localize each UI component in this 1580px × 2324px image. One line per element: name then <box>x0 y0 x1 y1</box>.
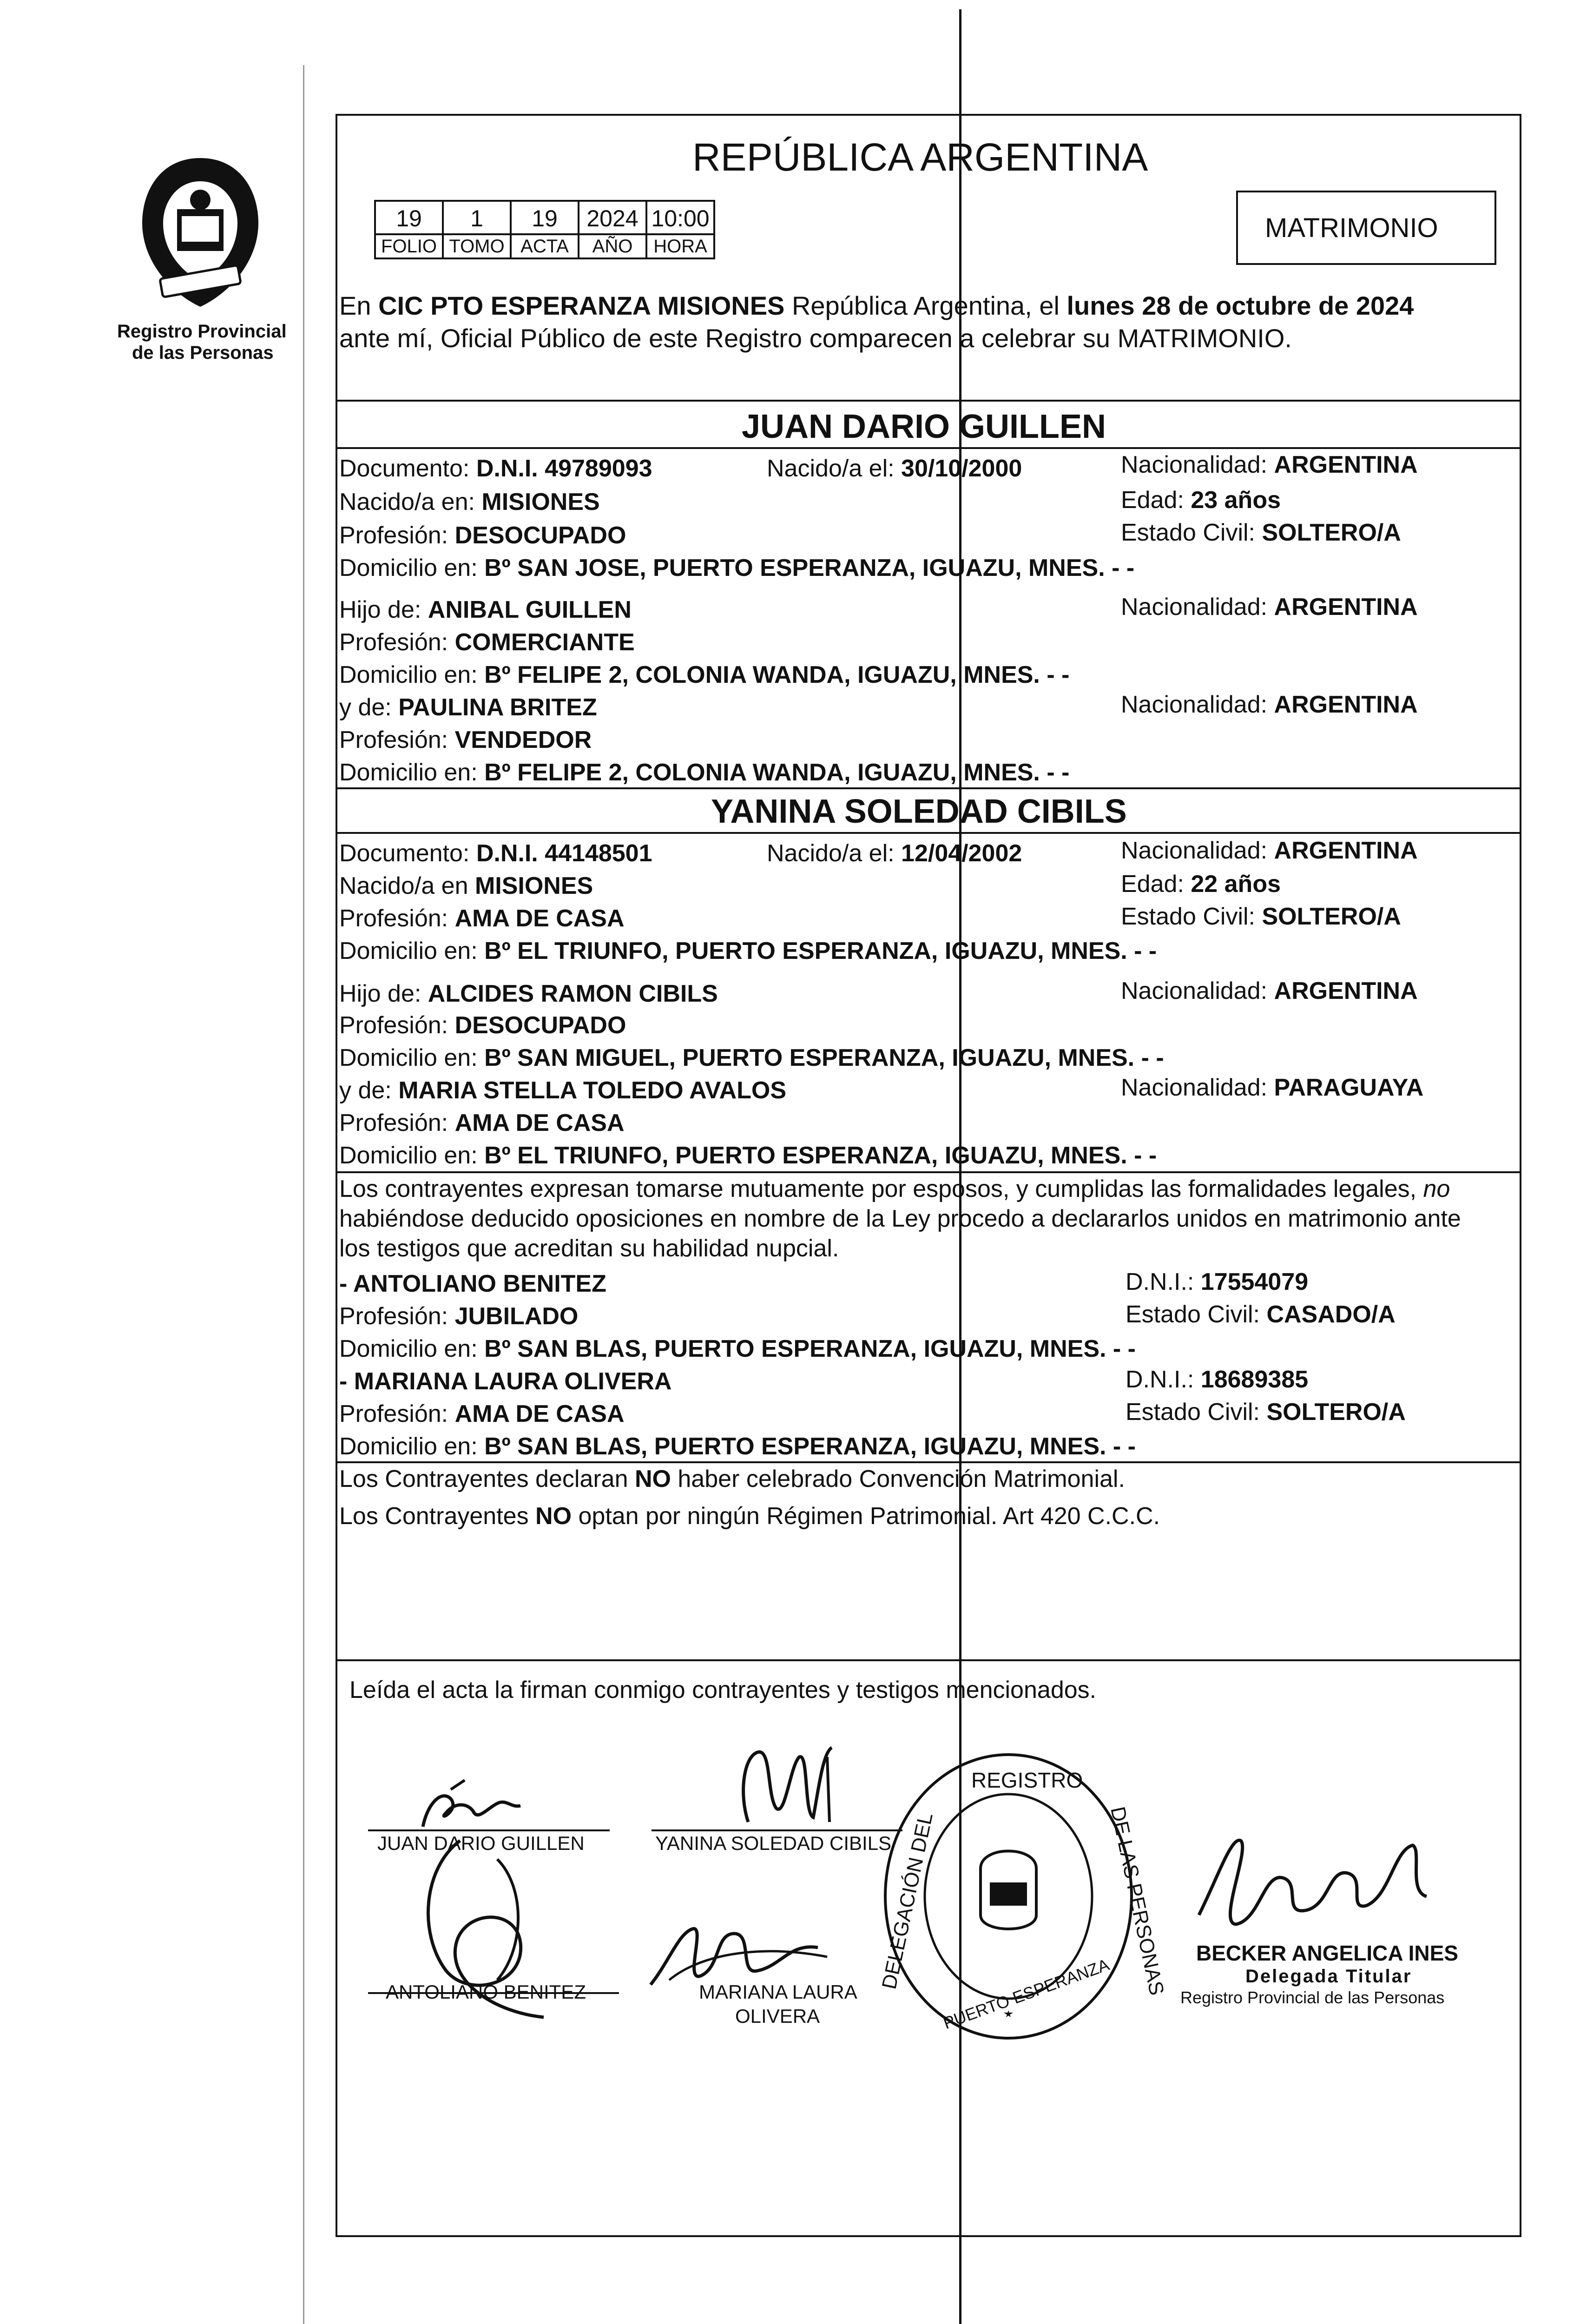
handwritten-signature-icon <box>409 1776 530 1836</box>
bride-signature <box>720 1738 860 1831</box>
person2-father: Hijo de: ALCIDES RAMON CIBILS <box>339 980 718 1007</box>
declaration-line-1: Los contrayentes expresan tomarse mutuamente por esposos, y cumplidas las formalidades legales, no <box>339 1175 1450 1202</box>
official-signature <box>1190 1822 1431 1943</box>
bride-signature-line <box>652 1829 902 1831</box>
witness1-name: - ANTOLIANO BENITEZ <box>339 1270 606 1297</box>
logo-caption-1: Registro Provincial <box>117 321 287 342</box>
witness2-civil-status: Estado Civil: SOLTERO/A <box>1126 1399 1406 1426</box>
handwritten-signature-icon <box>1190 1822 1431 1943</box>
person2-name: YANINA SOLEDAD CIBILS <box>711 793 1127 830</box>
official-name: BECKER ANGELICA INES <box>1196 1941 1458 1965</box>
margin-line <box>303 65 304 2324</box>
note-convention: Los Contrayentes declaran NO haber celebrado Convención Matrimonial. <box>339 1466 1125 1492</box>
person1-name: JUAN DARIO GUILLEN <box>742 408 1106 445</box>
official-stamp <box>877 1748 1169 2045</box>
declaration-line-2: habiéndose deducido oposiciones en nombre de la Ley procedo a declararlos unidos en matrimonio ante <box>339 1205 1461 1232</box>
divider <box>336 832 1521 834</box>
witness2-name: - MARIANA LAURA OLIVERA <box>339 1368 672 1395</box>
intro-line-1: En CIC PTO ESPERANZA MISIONES República Argentina, el lunes 28 de octubre de 2024 <box>339 291 1414 320</box>
witness1-address: Domicilio en: Bº SAN BLAS, PUERTO ESPERANZA, IGUAZU, MNES. - - <box>339 1335 1136 1362</box>
person1-age: Edad: 23 años <box>1121 487 1281 514</box>
hora-value: 10:00 <box>645 200 715 235</box>
official-role: Delegada Titular <box>1245 1966 1412 1987</box>
witness1-civil-status: Estado Civil: CASADO/A <box>1126 1301 1396 1328</box>
stamp-text-top: REGISTRO <box>971 1768 1083 1792</box>
person1-mother-nationality: Nacionalidad: ARGENTINA <box>1121 691 1418 718</box>
person2-father-nationality: Nacionalidad: ARGENTINA <box>1121 977 1418 1004</box>
person2-civil-status: Estado Civil: SOLTERO/A <box>1121 903 1401 930</box>
divider <box>336 1659 1521 1661</box>
witness1-dni: D.N.I.: 17554079 <box>1126 1268 1309 1295</box>
witness1-signature-caption: ANTOLIANO BENITEZ <box>386 1981 586 2003</box>
witness2-caption-line2: OLIVERA <box>735 2005 820 2027</box>
doc-type-box <box>1236 191 1496 265</box>
stamp-text-left: DELEGACIÓN DEL <box>877 1810 937 1991</box>
person2-father-address: Domicilio en: Bº SAN MIGUEL, PUERTO ESPERANZA, IGUAZU, MNES. - - <box>339 1044 1164 1071</box>
person1-address: Domicilio en: Bº SAN JOSE, PUERTO ESPERANZA, IGUAZU, MNES. - - <box>339 555 1135 581</box>
logo-caption-2: de las Personas <box>132 343 274 363</box>
witness2-profession: Profesión: AMA DE CASA <box>339 1400 625 1427</box>
person1-mother-profession: Profesión: VENDEDOR <box>339 726 592 753</box>
witness1-profession: Profesión: JUBILADO <box>339 1303 579 1330</box>
witness2-address: Domicilio en: Bº SAN BLAS, PUERTO ESPERANZA, IGUAZU, MNES. - - <box>339 1433 1136 1460</box>
stamp-text-right: DE LAS PERSONAS <box>1106 1804 1169 1998</box>
person1-civil-status: Estado Civil: SOLTERO/A <box>1121 519 1401 546</box>
handwritten-signature-icon <box>720 1738 860 1831</box>
tomo-value: 1 <box>442 200 512 235</box>
person2-profession: Profesión: AMA DE CASA <box>339 905 625 932</box>
ano-label: AÑO <box>578 233 647 259</box>
stamp-text-bottom: PUERTO ESPERANZA <box>941 1954 1112 2033</box>
person2-doc: Documento: D.N.I. 44148501 <box>339 840 652 867</box>
person1-doc: Documento: D.N.I. 49789093 <box>339 455 652 482</box>
witness2-caption-line1: MARIANA LAURA <box>699 1981 857 2003</box>
person2-address: Domicilio en: Bº EL TRIUNFO, PUERTO ESPERANZA, IGUAZU, MNES. - - <box>339 938 1157 964</box>
ano-value: 2024 <box>578 200 647 235</box>
person2-mother-nationality: Nacionalidad: PARAGUAYA <box>1121 1074 1424 1101</box>
closing-statement: Leída el acta la firman conmigo contrayentes y testigos mencionados. <box>349 1677 1097 1703</box>
person2-age: Edad: 22 años <box>1121 871 1281 898</box>
bride-signature-caption: YANINA SOLEDAD CIBILS <box>655 1832 892 1854</box>
doc-type-label: MATRIMONIO <box>1265 213 1438 243</box>
person2-nationality: Nacionalidad: ARGENTINA <box>1121 837 1418 864</box>
witness2-dni: D.N.I.: 18689385 <box>1126 1366 1309 1393</box>
note-regime: Los Contrayentes NO optan por ningún Régimen Patrimonial. Art 420 C.C.C. <box>339 1503 1160 1530</box>
person2-mother: y de: MARIA STELLA TOLEDO AVALOS <box>339 1077 787 1104</box>
divider <box>336 1171 1521 1173</box>
person1-mother: y de: PAULINA BRITEZ <box>339 694 597 721</box>
tomo-label: TOMO <box>442 233 512 259</box>
groom-signature <box>409 1776 530 1836</box>
person1-nationality: Nacionalidad: ARGENTINA <box>1121 451 1418 478</box>
person1-father-address: Domicilio en: Bº FELIPE 2, COLONIA WANDA, IGUAZU, MNES. - - <box>339 661 1070 688</box>
person1-father-profession: Profesión: COMERCIANTE <box>339 629 635 656</box>
declaration-line-3: los testigos que acreditan su habilidad nupcial. <box>339 1235 839 1262</box>
person2-father-profession: Profesión: DESOCUPADO <box>339 1012 626 1039</box>
person2-birth: Nacido/a el: 12/04/2002 <box>767 840 1022 867</box>
province-seal-icon <box>133 153 268 311</box>
person1-mother-address: Domicilio en: Bº FELIPE 2, COLONIA WANDA, IGUAZU, MNES. - - <box>339 759 1070 786</box>
person2-birthplace: Nacido/a en MISIONES <box>339 872 593 899</box>
person1-birth: Nacido/a el: 30/10/2000 <box>767 455 1022 482</box>
page-title: REPÚBLICA ARGENTINA <box>692 135 1148 179</box>
intro-line-2: ante mí, Oficial Público de este Registro comparecen a celebrar su MATRIMONIO. <box>339 324 1292 353</box>
divider <box>336 447 1521 449</box>
person2-mother-address: Domicilio en: Bº EL TRIUNFO, PUERTO ESPERANZA, IGUAZU, MNES. - - <box>339 1142 1157 1169</box>
acta-value: 19 <box>510 200 579 235</box>
person2-mother-profession: Profesión: AMA DE CASA <box>339 1109 625 1136</box>
divider <box>336 400 1521 402</box>
divider <box>336 787 1521 789</box>
groom-signature-caption: JUAN DARIO GUILLEN <box>377 1832 585 1854</box>
acta-label: ACTA <box>510 233 579 259</box>
folio-value: 19 <box>374 200 444 235</box>
official-organization: Registro Provincial de las Personas <box>1180 1988 1445 2007</box>
divider <box>336 1461 1521 1463</box>
person1-birthplace: Nacido/a en: MISIONES <box>339 489 600 515</box>
province-logo <box>133 153 268 311</box>
folio-label: FOLIO <box>374 233 444 259</box>
hora-label: HORA <box>645 233 715 259</box>
person1-father-nationality: Nacionalidad: ARGENTINA <box>1121 594 1418 621</box>
person1-profession: Profesión: DESOCUPADO <box>339 522 626 549</box>
person1-father: Hijo de: ANIBAL GUILLEN <box>339 596 632 623</box>
